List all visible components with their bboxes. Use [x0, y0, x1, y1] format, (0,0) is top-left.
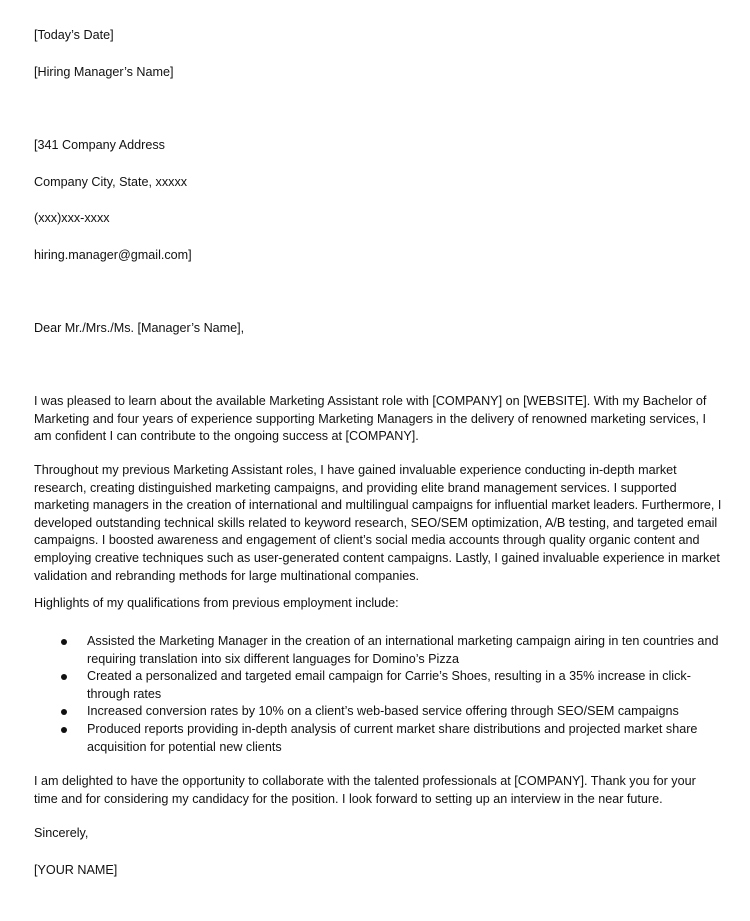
phone-number: (xxx)xxx-xxxx: [34, 211, 110, 225]
list-item: [34, 721, 724, 756]
highlights-list: [34, 633, 724, 756]
hiring-manager-name: [Hiring Manager’s Name]: [34, 65, 174, 79]
bullet-icon: [61, 709, 67, 715]
salutation: Dear Mr./Mrs./Ms. [Manager’s Name],: [34, 321, 245, 335]
bullet-icon: [61, 639, 67, 645]
list-item-text: Produced reports providing in-depth analysis of current market share distributions and projected market share acquisition for potential new clients: [87, 721, 698, 754]
closing: Sincerely,: [34, 826, 89, 840]
closing-paragraph: I am delighted to have the opportunity to collaborate with the talented professionals at [COMPANY]. Thank you for your time and for considering my candidacy for the position. I look forward to setting up an interview in the near future.: [34, 774, 696, 806]
list-item-text: Assisted the Marketing Manager in the creation of an international marketing campaign airing in ten countries and requiring translation into six different languages for Domino’s Pizza: [87, 634, 719, 666]
date: [Today’s Date]: [34, 28, 114, 42]
intro-paragraph: I was pleased to learn about the available Marketing Assistant role with [COMPANY] on [WEBSITE]. With my Bachelor of Marketing and four years of experience supporting Marketing Managers in the delivery of renowned marketing services, I am confident I can contribute to the ongoing success at [COMPANY].: [34, 394, 707, 444]
list-item: [34, 668, 724, 703]
company-address: [341 Company Address: [34, 138, 165, 152]
bullet-icon: [61, 727, 67, 733]
list-item-text: Increased conversion rates by 10% on a client’s web-based service offering through SEO/SEM campaigns: [87, 704, 679, 719]
email-address: hiring.manager@gmail.com]: [34, 248, 192, 262]
bullet-icon: [61, 674, 67, 680]
list-item: [34, 633, 724, 668]
list-item: [34, 703, 724, 721]
signature-name: [YOUR NAME]: [34, 863, 118, 877]
list-item-text: Created a personalized and targeted email campaign for Carrie’s Shoes, resulting in a 35% increase in click-through rates: [87, 669, 691, 701]
experience-paragraph: Throughout my previous Marketing Assistant roles, I have gained invaluable experience conducting in-depth market research, creating distinguished marketing campaigns, and providing elite brand management services. I supported marketing managers in the creation of international and multilingual campaigns for influential market leaders. Furthermore, I developed outstanding technical skills related to keyword research, SEO/SEM optimization, A/B testing, and targeted email campaigns. I boosted awareness and engagement of client’s social media accounts through quality organic content and employing creative techniques such as user-generated content campaigns. Lastly, I gained invaluable experience in market validation and rebranding methods for large multinational companies.: [34, 463, 722, 583]
highlights-intro: Highlights of my qualifications from previous employment include:: [34, 596, 399, 610]
company-city-state: Company City, State, xxxxx: [34, 175, 188, 189]
